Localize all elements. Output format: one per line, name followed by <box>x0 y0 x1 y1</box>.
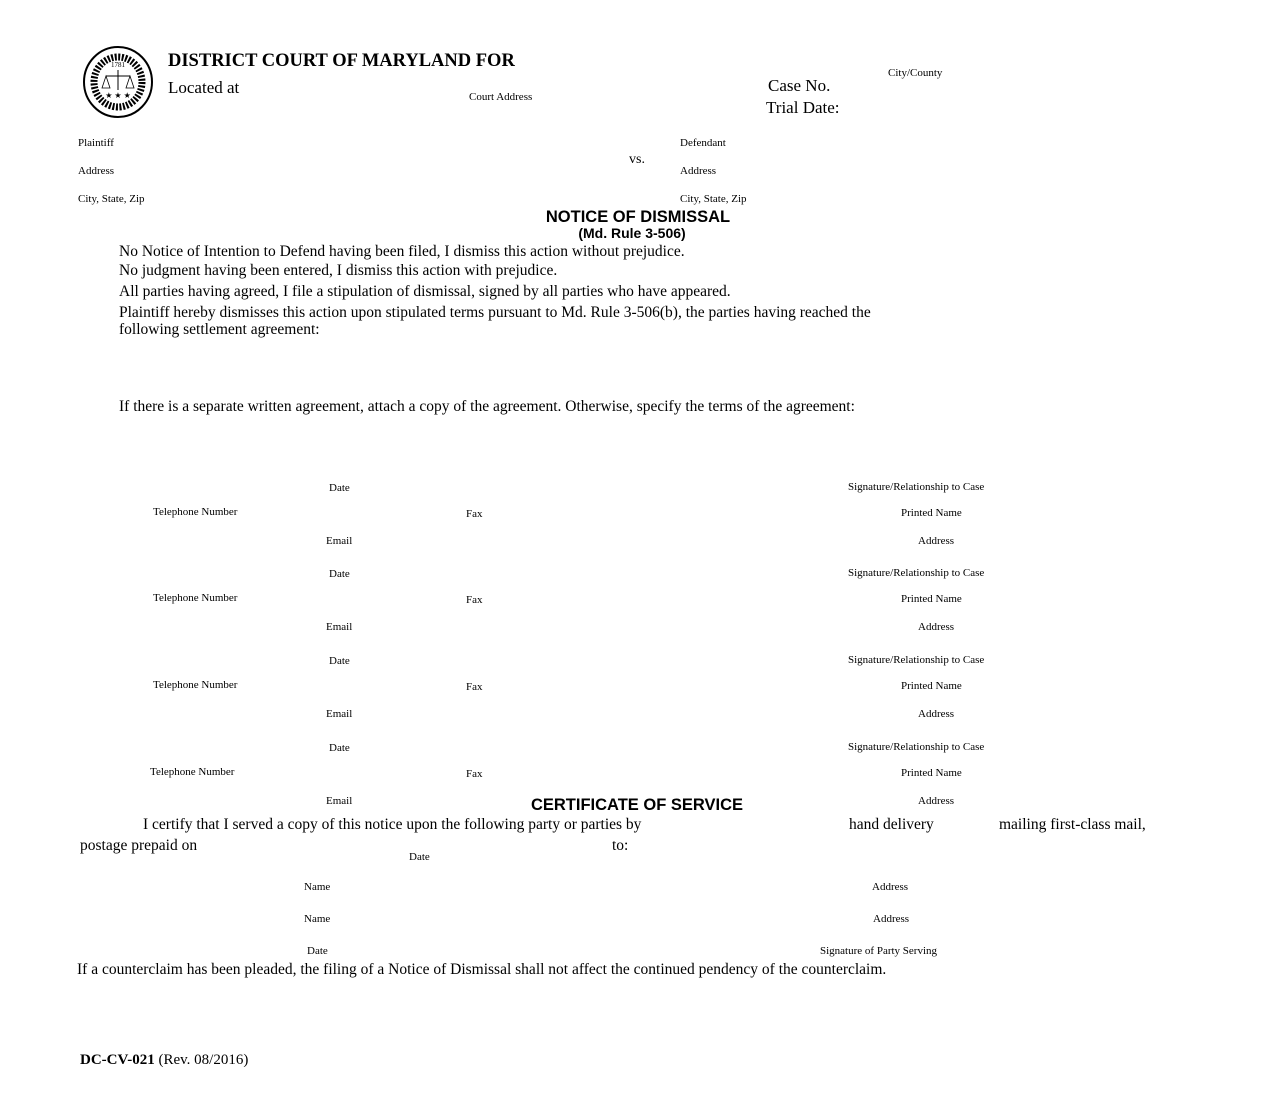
city-county-label: City/County <box>888 67 943 79</box>
defendant-city-label: City, State, Zip <box>680 193 747 205</box>
case-no-label: Case No. <box>768 76 831 95</box>
separate-agreement-text: If there is a separate written agreement, attach a copy of the agreement. Otherwise, specify the terms of the agreement: <box>119 398 855 415</box>
certify-text: I certify that I served a copy of this notice upon the following party or parties by <box>143 816 642 833</box>
signature-relationship-label: Signature/Relationship to Case <box>848 567 985 579</box>
date-label: Date <box>329 742 350 754</box>
court-seal <box>82 46 154 118</box>
option-stipulation: All parties having agreed, I file a stipulation of dismissal, signed by all parties who have appeared. <box>119 283 731 300</box>
plaintiff-label: Plaintiff <box>78 137 114 149</box>
fax-label: Fax <box>466 594 483 606</box>
svg-text:1781: 1781 <box>111 61 125 69</box>
service-date-label: Date <box>409 851 430 863</box>
address-label-2: Address <box>873 913 910 925</box>
email-label: Email <box>326 535 353 547</box>
notice-title: NOTICE OF DISMISSAL <box>545 208 731 226</box>
date-label: Date <box>329 482 350 494</box>
plaintiff-address-label: Address <box>78 165 115 177</box>
counterclaim-note: If a counterclaim has been pleaded, the filing of a Notice of Dismissal shall not affect the continued pendency of the counterclaim. <box>77 961 887 978</box>
located-at-label: Located at <box>168 78 240 97</box>
certificate-title: CERTIFICATE OF SERVICE <box>530 796 744 814</box>
court-address-label: Court Address <box>469 91 533 103</box>
printed-name-label: Printed Name <box>901 680 962 692</box>
form-footer <box>80 1052 248 1069</box>
court-title: DISTRICT COURT OF MARYLAND FOR <box>168 51 515 71</box>
trial-date-label: Trial Date: <box>766 98 840 117</box>
defendant-address-label: Address <box>680 165 717 177</box>
fax-label: Fax <box>466 681 483 693</box>
defendant-label: Defendant <box>680 137 726 149</box>
signature-relationship-label: Signature/Relationship to Case <box>848 481 985 493</box>
fax-label: Fax <box>466 768 483 780</box>
name-label-1: Name <box>304 881 331 893</box>
option-settlement-cont: following settlement agreement: <box>119 321 320 338</box>
telephone-label: Telephone Number <box>150 766 235 778</box>
name-label-2: Name <box>304 913 331 925</box>
form-id: DC-CV-021 <box>80 1052 155 1068</box>
email-label: Email <box>326 621 353 633</box>
address-label: Address <box>918 795 955 807</box>
email-label: Email <box>326 795 353 807</box>
option-settlement: Plaintiff hereby dismisses this action upon stipulated terms pursuant to Md. Rule 3-506(b), the parties having reached the <box>119 304 871 321</box>
signature-relationship-label: Signature/Relationship to Case <box>848 741 985 753</box>
email-label: Email <box>326 708 353 720</box>
svg-text:★ ★ ★: ★ ★ ★ <box>105 91 131 100</box>
address-label: Address <box>918 708 955 720</box>
to-label: to: <box>612 837 629 854</box>
telephone-label: Telephone Number <box>153 506 238 518</box>
option-with-prejudice: No judgment having been entered, I dismiss this action with prejudice. <box>119 262 558 279</box>
hand-delivery-option[interactable]: hand delivery <box>849 816 934 833</box>
address-label-1: Address <box>872 881 909 893</box>
postage-prepaid-text: postage prepaid on <box>80 837 198 854</box>
signature-relationship-label: Signature/Relationship to Case <box>848 654 985 666</box>
date-label: Date <box>329 655 350 667</box>
form-revision: (Rev. 08/2016) <box>158 1052 249 1068</box>
signature-date-label: Date <box>307 945 328 957</box>
signature-serving-label: Signature of Party Serving <box>820 945 938 957</box>
plaintiff-city-label: City, State, Zip <box>78 193 145 205</box>
telephone-label: Telephone Number <box>153 679 238 691</box>
vs-label: vs. <box>629 152 645 167</box>
option-without-prejudice: No Notice of Intention to Defend having been filed, I dismiss this action without prejudice. <box>119 243 685 260</box>
date-label: Date <box>329 568 350 580</box>
address-label: Address <box>918 621 955 633</box>
printed-name-label: Printed Name <box>901 507 962 519</box>
printed-name-label: Printed Name <box>901 767 962 779</box>
notice-rule: (Md. Rule 3-506) <box>578 225 686 241</box>
printed-name-label: Printed Name <box>901 593 962 605</box>
mailing-option[interactable]: mailing first-class mail, <box>999 816 1146 833</box>
fax-label: Fax <box>466 508 483 520</box>
address-label: Address <box>918 535 955 547</box>
telephone-label: Telephone Number <box>153 592 238 604</box>
